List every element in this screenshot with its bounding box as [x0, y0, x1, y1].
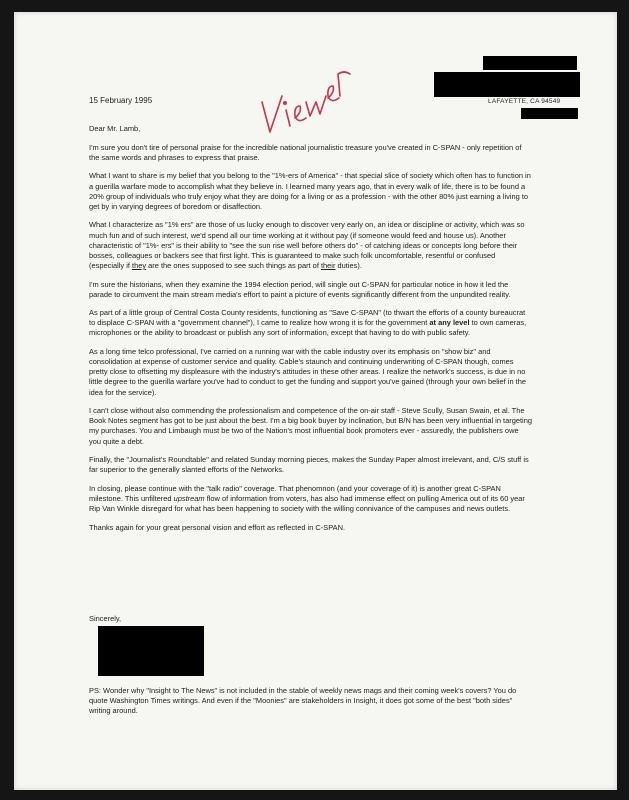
paragraph-3-underline-their: their: [320, 260, 336, 270]
sender-city: LAFAYETTE, CA 94549: [488, 98, 561, 105]
paragraph-1: I'm sure you don't tire of personal praise for the incredible national journalistic treasure you've created in C-SPAN - only repetition of the same words and phrases to express that praise.: [89, 142, 522, 162]
paragraph-3: [89, 220, 532, 270]
paragraph-5-bold: at any level: [429, 318, 470, 328]
paragraph-3-text-b: are the ones supposed to see such things as part of: [146, 260, 321, 270]
postscript: PS: Wonder why "Insight to The News" is not included in the stable of weekly news mags and their coming week's covers? You do quote Washington Times writings. And even if the "Moonies" are stakeholders in Insight, it does got some of the best "both sides" writing around.: [89, 686, 517, 716]
redacted-signature: [98, 626, 204, 676]
redacted-address-line-1: [483, 56, 577, 70]
paragraph-8: Finally, the "Journalist's Roundtable" and related Sunday morning pieces, makes the Sunday Paper almost irrelevant, and, C/S stuff is far superior to the generally slanted efforts of the Networks.: [89, 455, 529, 475]
paragraph-3-text-c: duties).: [335, 260, 362, 270]
letter-body: [89, 124, 532, 542]
paragraph-5-text-a: As part of a little group of Central Costa County residents, functioning as "Save C-SPAN" (to thwart the efforts of a county bureaucrat to displace C-SPAN with a "government channel"), I came to realize how wrong it is for the government: [89, 308, 526, 328]
paragraph-2: What I want to share is my belief that you belong to the "1%-ers of America" - that special slice of society which often has to function in a guerilla warfare mode to accomplish what they believe in. I learned many years ago, that in every walk of life, there is to be found a 20% group of individuals who truly enjoy what they are doing for a living or as a profession - with the other 80% just earning a living to get by in varying degrees of boredom or disaffection.: [89, 171, 531, 211]
paragraph-7: I can't close without also commending the professionalism and competence of the on-air staff - Steve Scully, Susan Swain, et al. The Book Notes segment has got to be just about the best. I'm a big book buyer by inclination, but B/N has been very influential in targeting my purchases. You and Limbaugh must be two of the Nation's most influential book promoters ever - assuredly, the publishers owe you quite a debt.: [89, 406, 532, 446]
letter-date: 15 February 1995: [89, 96, 153, 105]
paragraph-10: Thanks again for your great personal vision and effort as reflected in C-SPAN.: [89, 522, 346, 532]
paragraph-5-text-b: to own cameras, microphones or the ability to broadcast or publish any sort of information, except that having to do with public safety.: [89, 318, 527, 338]
paragraph-5: [89, 308, 532, 338]
closing: Sincerely,: [89, 614, 122, 623]
paragraph-4: I'm sure the historians, when they examine the 1994 election period, will single out C-SPAN for particular notice in how it led the parade to circumvent the main stream media's effort to paint a picture of events significantly different from the unpundited reality.: [89, 279, 511, 299]
redacted-address-line-2: [434, 72, 580, 97]
salutation: Dear Mr. Lamb,: [89, 124, 141, 133]
paragraph-3-underline-they: they: [132, 260, 147, 270]
paragraph-6: As a long time telco professional, I've carried on a running war with the cable industry over its emphasis on "show biz" and consolidation at expense of customer service and quality. Cable's staunch and continuing underwriting of C-SPAN though, comes pretty close to offsetting my displeasure with the industry's attitudes in these other areas. I realize the network's success, is due in no little degree to the guerilla warfare you've had to conduct to get the funding and support you've gained (through your own belief in the idea for the service).: [89, 347, 526, 397]
paragraph-9: [89, 484, 532, 514]
paragraph-3-text-a: What I characterize as "1% ers" are those of us lucky enough to discover very early on, an idea or discipline or activity, which was so much fun and of such interest, we'd spend all our time working at it without pay (if someone would feed and house us). Another characteristic of "1%- ers" is their ability to "see the sun rise well before others do" - of catching ideas or concepts long before their bosses, colleagues or backers see that first light. This is guaranteed to make such folk uncomfortable, resentful or confused (especially if: [89, 220, 525, 270]
paragraph-9-text-a: In closing, please continue with the "talk radio" coverage. That phenomnon (and your coverage of it) is another great C-SPAN milestone. This unfiltered: [89, 483, 501, 504]
paragraph-9-italic: upstream: [173, 494, 205, 504]
redacted-address-line-3: [521, 108, 578, 119]
paragraph-9-text-b: flow of information from voters, has also had immense effect on pulling America out of its 60 year Rip Van Winkle disregard for what has been happening to society with the willing connivance of the campuses and news outlets.: [89, 494, 525, 514]
